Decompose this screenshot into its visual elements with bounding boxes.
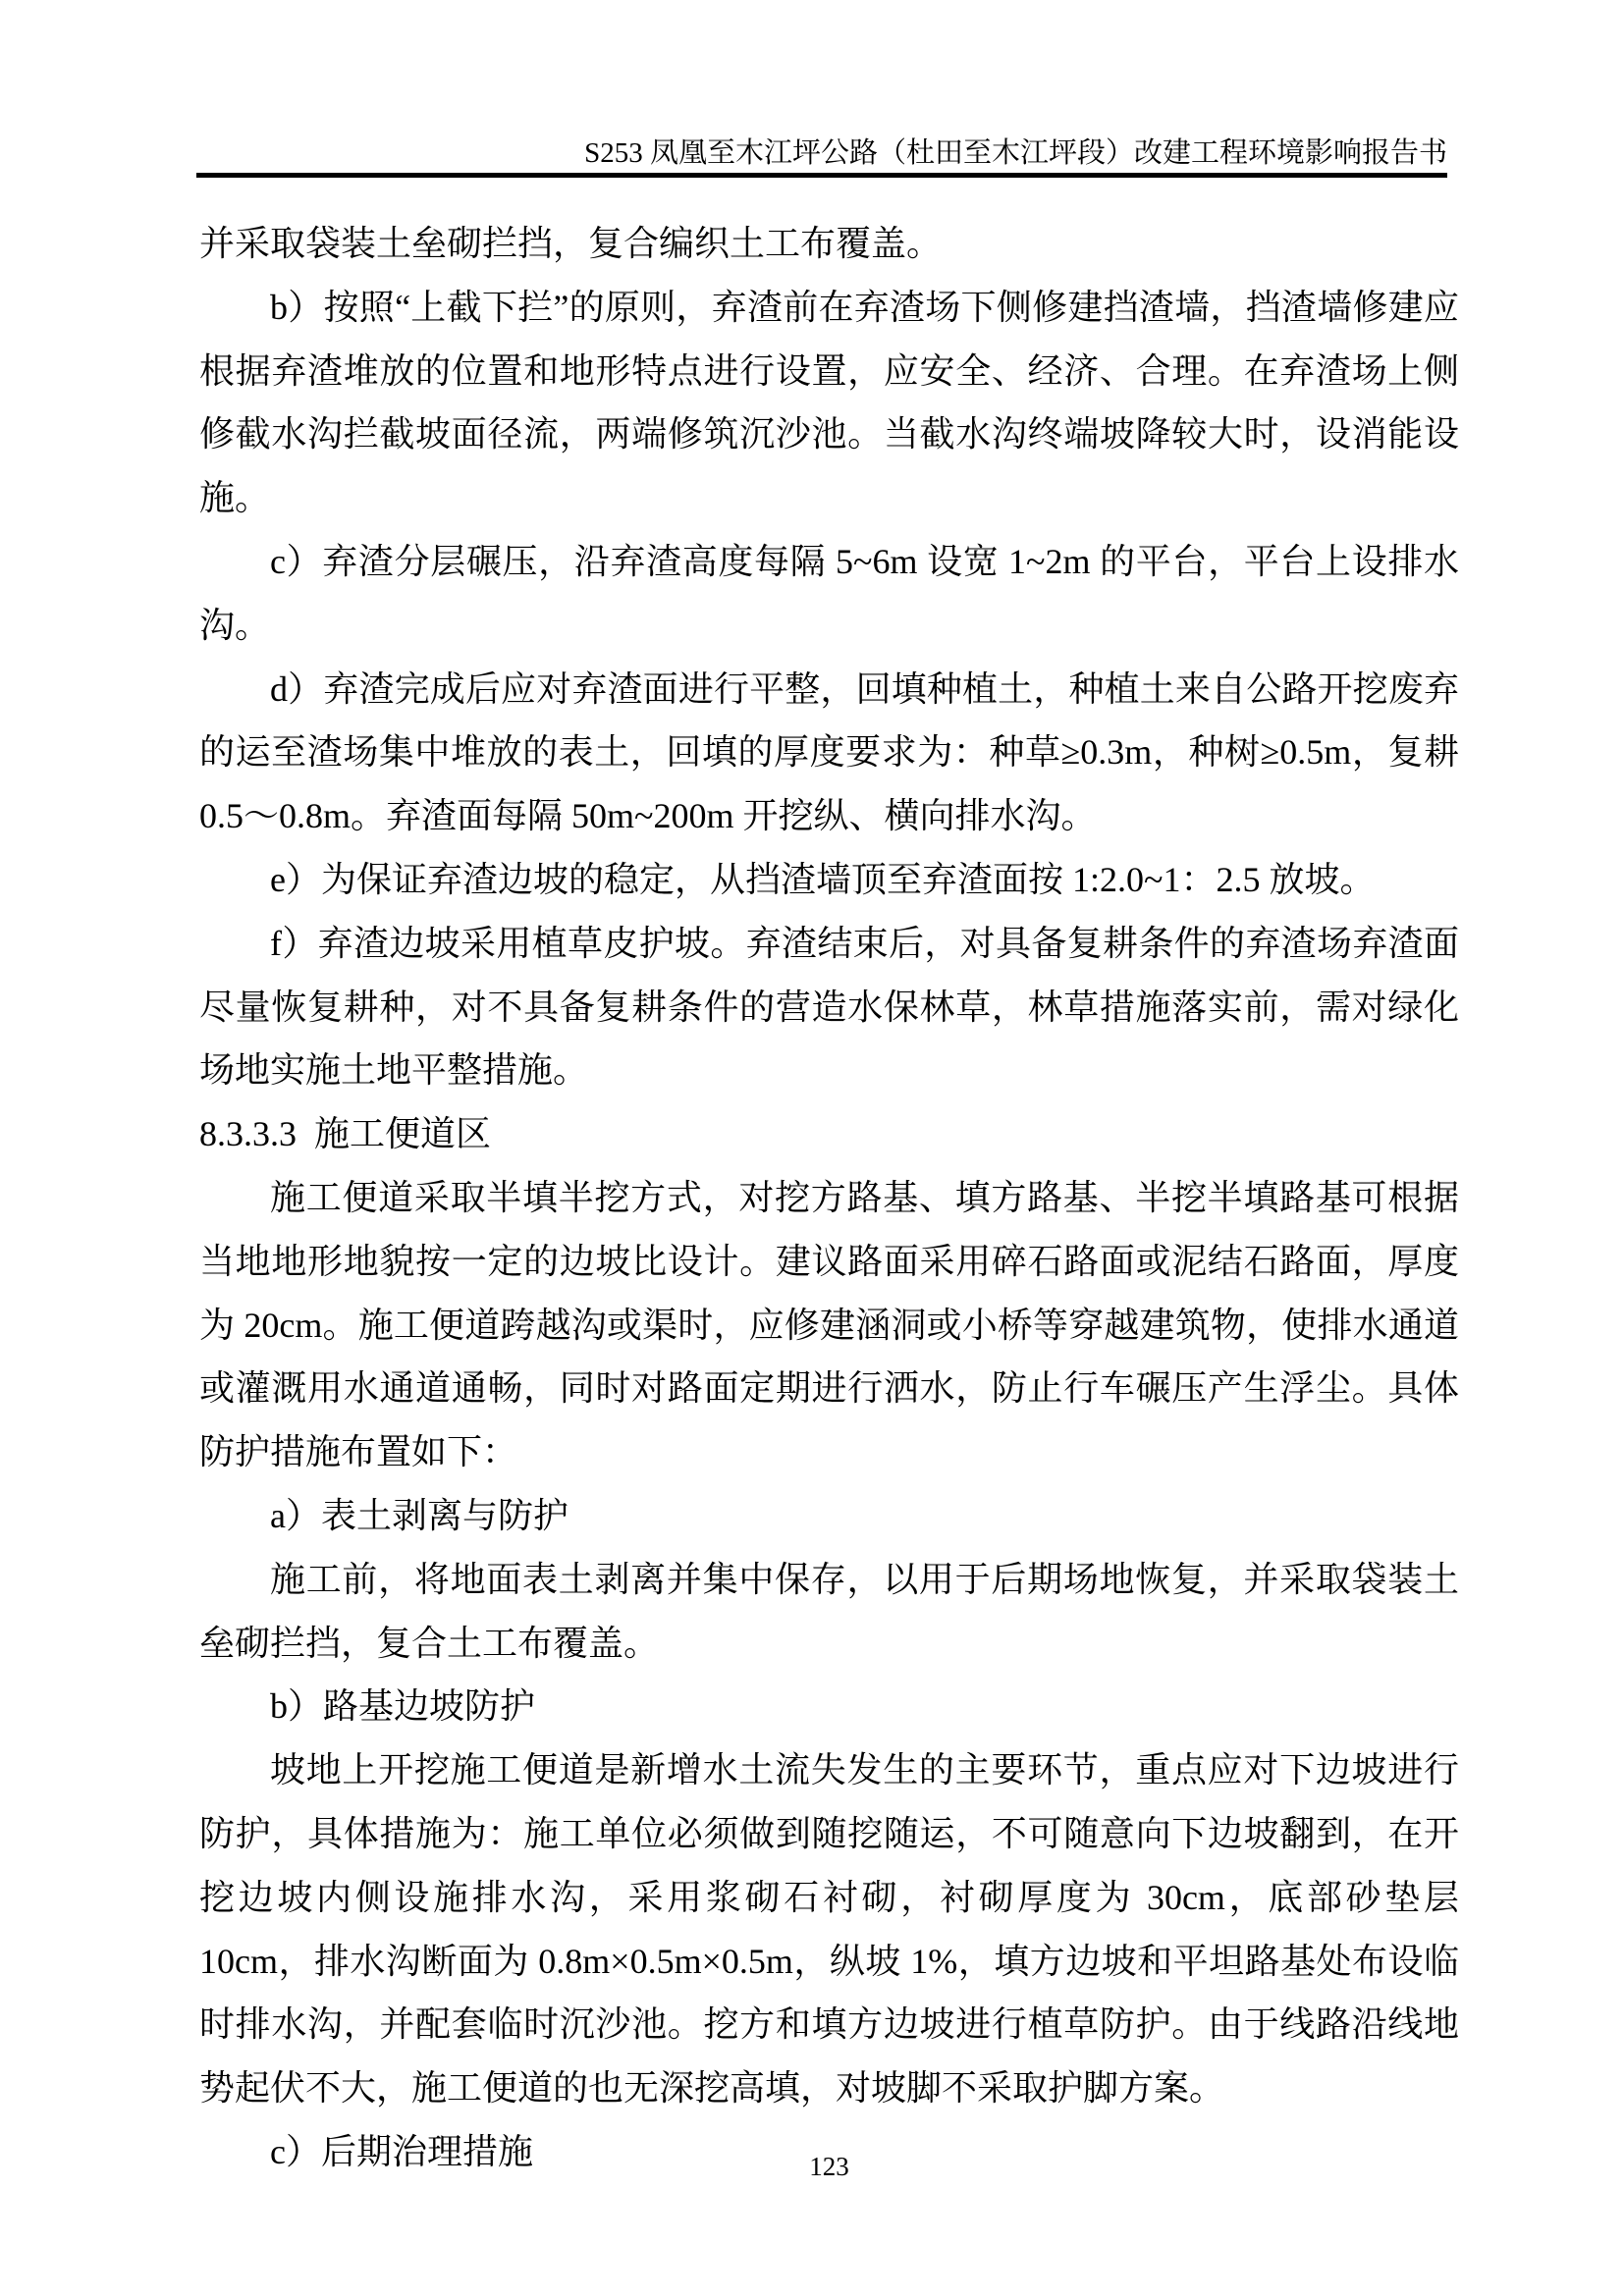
paragraph-a-topsoil-stripping-heading: a）表土剥离与防护 <box>270 1495 568 1535</box>
paragraph-c-layered-compaction: c）弃渣分层碾压，沿弃渣高度每隔 5~6m 设宽 1~2m 的平台，平台上设排水沟。 <box>199 541 1459 645</box>
paragraph-f-grass-slope-protection: f）弃渣边坡采用植草皮护坡。弃渣结束后，对具备复耕条件的弃渣场弃渣面尽量恢复耕种，对不具备复耕条件的营造水保林草，林草措施落实前，需对绿化场地实施土地平整措施。 <box>199 923 1459 1091</box>
paragraph-d-surface-leveling: d）弃渣完成后应对弃渣面进行平整，回填种植土，种植土来自公路开挖废弃的运至渣场集中堆放的表土，回填的厚度要求为：种草≥0.3m，种树≥0.5m，复耕 0.5～0.8m。弃渣面每隔 50m~200m 开挖纵、横向排水沟。 <box>199 668 1459 836</box>
page-number: 123 <box>809 2152 849 2181</box>
page-footer <box>199 2151 1459 2182</box>
paragraph-c-later-treatment-heading: c）后期治理措施 <box>270 2131 533 2171</box>
paragraph-construction-road-design: 施工便道采取半填半挖方式，对挖方路基、填方路基、半挖半填路基可根据当地地形地貌按一定的边坡比设计。建议路面采用碎石路面或泥结石路面，厚度为 20cm。施工便道跨越沟或渠时，应修建涵洞或小桥等穿越建筑物，使排水通道或灌溉用水通道通畅，同时对路面定期进行洒水，防止行车碾压产生浮尘。具体防护措施布置如下： <box>199 1177 1459 1472</box>
header-rule <box>196 173 1447 178</box>
paragraph-b-subgrade-slope-heading: b）路基边坡防护 <box>270 1686 536 1727</box>
page-header-title: S253 凤凰至木江坪公路（杜田至木江坪段）改建工程环境影响报告书 <box>584 137 1447 169</box>
paragraph-e-slope-ratio: e）为保证弃渣边坡的稳定，从挡渣墙顶至弃渣面按 1:2.0~1：2.5 放坡。 <box>270 859 1376 899</box>
page-header <box>196 136 1447 171</box>
paragraph-bagged-soil-cover: 并采取袋装土垒砌拦挡，复合编织土工布覆盖。 <box>199 224 943 263</box>
section-heading-construction-road-zone: 8.3.3.3 施工便道区 <box>199 1114 492 1154</box>
paragraph-b-retaining-wall: b）按照“上截下拦”的原则，弃渣前在弃渣场下侧修建挡渣墙，挡渣墙修建应根据弃渣堆放的位置和地形特点进行设置，应安全、经济、合理。在弃渣场上侧修截水沟拦截坡面径流，两端修筑沉沙池。当截水沟终端坡降较大时，设消能设施。 <box>199 287 1459 518</box>
paragraph-topsoil-preservation: 施工前，将地面表土剥离并集中保存，以用于后期场地恢复，并采取袋装土垒砌拦挡，复合土工布覆盖。 <box>199 1559 1459 1663</box>
document-body <box>199 212 1459 2184</box>
paragraph-slope-excavation-measures: 坡地上开挖施工便道是新增水土流失发生的主要环节，重点应对下边坡进行防护，具体措施为：施工单位必须做到随挖随运，不可随意向下边坡翻到，在开挖边坡内侧设施排水沟，采用浆砌石衬砌，衬砌厚度为 30cm，底部砂垫层 10cm，排水沟断面为 0.8m×0.5m×0.5m，纵坡 1%，填方边坡和平坦路基处布设临时排水沟，并配套临时沉沙池。挖方和填方边坡进行植草防护。由于线路沿线地势起伏不大，施工便道的也无深挖高填，对坡脚不采取护脚方案。 <box>199 1750 1459 2109</box>
